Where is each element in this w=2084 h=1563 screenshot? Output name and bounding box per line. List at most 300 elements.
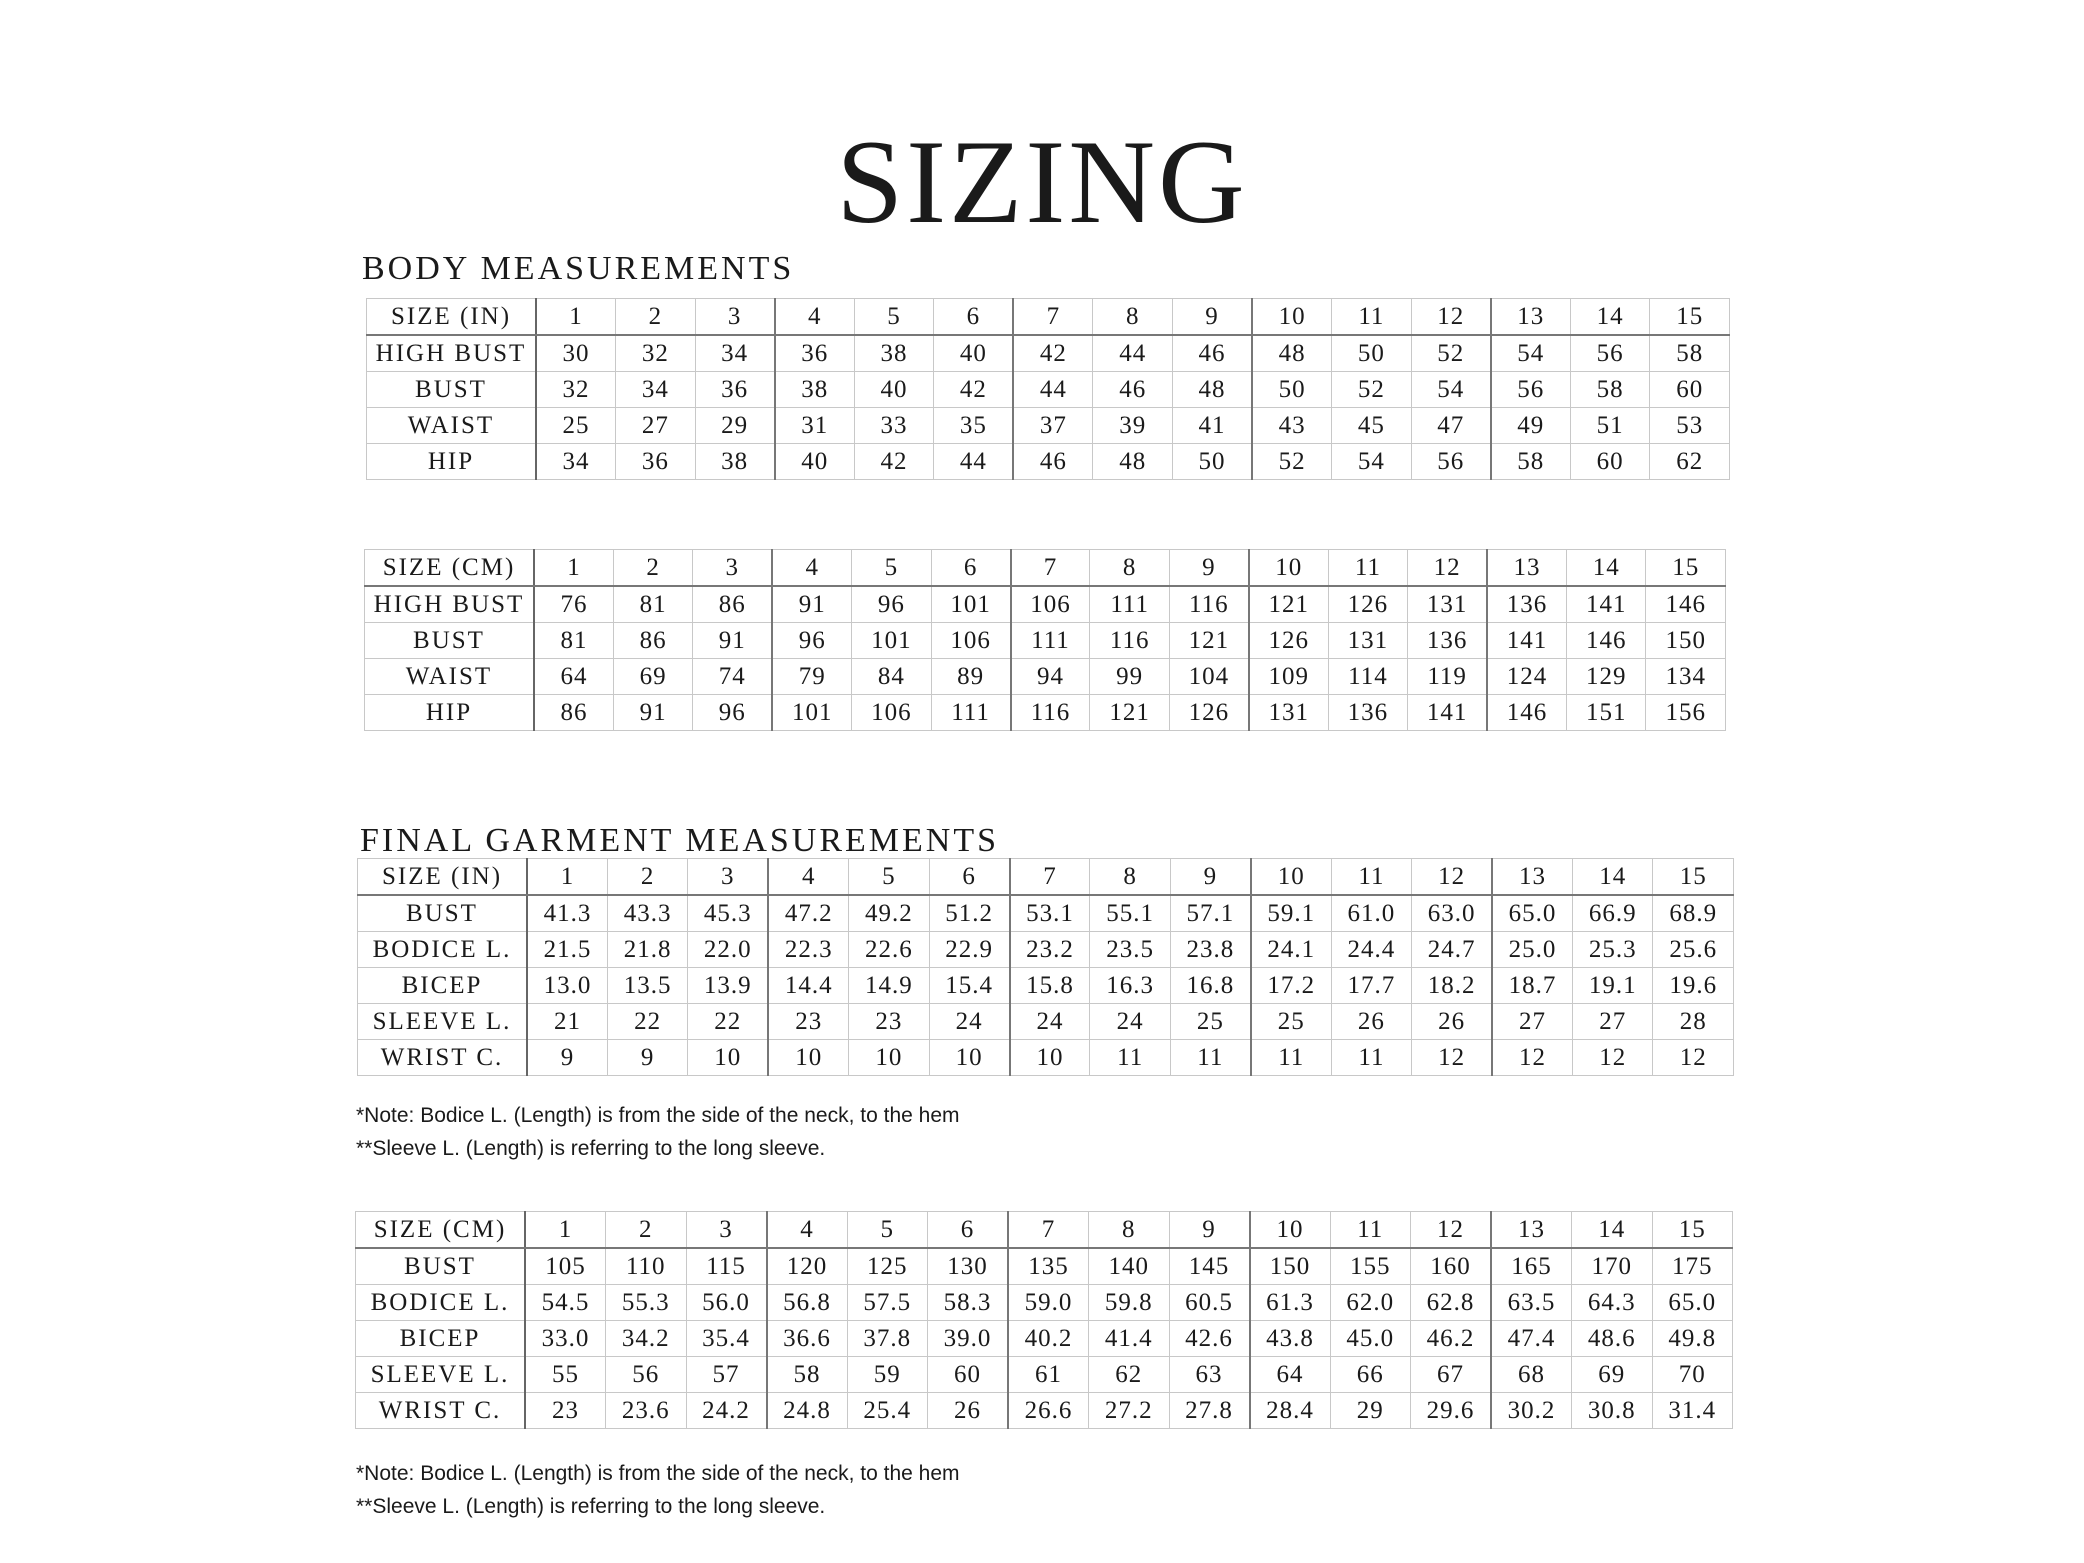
measurement-cell: 48 xyxy=(1173,372,1253,408)
measurement-cell: 62.8 xyxy=(1411,1285,1492,1321)
measurement-cell: 96 xyxy=(772,623,851,659)
page-title: SIZING xyxy=(836,115,1248,249)
measurement-cell: 91 xyxy=(772,586,851,623)
measurement-cell: 10 xyxy=(929,1040,1009,1076)
size-header-cell: 4 xyxy=(775,299,855,336)
size-header-cell: 14 xyxy=(1572,859,1652,896)
measurement-cell: 19.6 xyxy=(1653,968,1734,1004)
measurement-cell: 59.8 xyxy=(1089,1285,1170,1321)
measurement-cell: 121 xyxy=(1169,623,1248,659)
measurement-cell: 106 xyxy=(1011,586,1090,623)
measurement-cell: 13.9 xyxy=(688,968,768,1004)
measurement-cell: 69 xyxy=(613,659,692,695)
size-header-cell: 1 xyxy=(536,299,616,336)
size-header-cell: 1 xyxy=(534,550,613,587)
measurement-cell: 121 xyxy=(1249,586,1328,623)
measurement-cell: 23 xyxy=(849,1004,929,1040)
measurement-cell: 52 xyxy=(1411,335,1491,372)
measurement-cell: 58 xyxy=(1491,444,1571,480)
measurement-cell: 24 xyxy=(1090,1004,1170,1040)
measurement-cell: 56.8 xyxy=(767,1285,848,1321)
size-header-cell: 15 xyxy=(1652,1212,1733,1249)
row-label: BUST xyxy=(367,372,537,408)
measurement-cell: 86 xyxy=(693,586,772,623)
measurement-cell: 29 xyxy=(1330,1393,1411,1429)
measurement-cell: 36 xyxy=(616,444,696,480)
measurement-cell: 136 xyxy=(1328,695,1407,731)
measurement-cell: 58.3 xyxy=(928,1285,1009,1321)
measurement-cell: 10 xyxy=(849,1040,929,1076)
measurement-cell: 65.0 xyxy=(1652,1285,1733,1321)
row-label: BICEP xyxy=(358,968,528,1004)
measurement-cell: 34 xyxy=(536,444,616,480)
measurement-cell: 15.8 xyxy=(1010,968,1090,1004)
measurement-cell: 22.6 xyxy=(849,932,929,968)
table-row xyxy=(367,408,1730,444)
measurement-cell: 29 xyxy=(695,408,775,444)
measurement-cell: 62.0 xyxy=(1330,1285,1411,1321)
measurement-cell: 26 xyxy=(928,1393,1009,1429)
measurement-cell: 47.2 xyxy=(768,895,848,932)
measurement-cell: 81 xyxy=(613,586,692,623)
measurement-cell: 56.0 xyxy=(686,1285,767,1321)
measurement-cell: 34.2 xyxy=(606,1321,687,1357)
measurement-cell: 23.5 xyxy=(1090,932,1170,968)
measurement-cell: 136 xyxy=(1487,586,1566,623)
measurement-cell: 79 xyxy=(772,659,851,695)
size-header-cell: 10 xyxy=(1252,299,1332,336)
measurement-cell: 27 xyxy=(616,408,696,444)
size-header-cell: 15 xyxy=(1646,550,1726,587)
measurement-cell: 21.8 xyxy=(607,932,687,968)
measurement-cell: 50 xyxy=(1252,372,1332,408)
measurement-cell: 43.8 xyxy=(1250,1321,1331,1357)
measurement-cell: 44 xyxy=(1093,335,1173,372)
measurement-cell: 21 xyxy=(527,1004,607,1040)
measurement-cell: 131 xyxy=(1249,695,1328,731)
row-label: BUST xyxy=(365,623,535,659)
measurement-cell: 40 xyxy=(775,444,855,480)
measurement-cell: 10 xyxy=(1010,1040,1090,1076)
measurement-cell: 26 xyxy=(1412,1004,1492,1040)
measurement-cell: 89 xyxy=(931,659,1010,695)
measurement-cell: 30.8 xyxy=(1572,1393,1653,1429)
measurement-cell: 12 xyxy=(1653,1040,1734,1076)
measurement-cell: 55.1 xyxy=(1090,895,1170,932)
measurement-cell: 155 xyxy=(1330,1248,1411,1285)
measurement-cell: 17.7 xyxy=(1331,968,1411,1004)
measurement-cell: 41 xyxy=(1173,408,1253,444)
measurement-cell: 56 xyxy=(606,1357,687,1393)
measurement-cell: 23.8 xyxy=(1170,932,1250,968)
measurement-cell: 36 xyxy=(695,372,775,408)
body-table-in xyxy=(366,298,1730,480)
garment-notes-in xyxy=(356,1099,960,1165)
measurement-cell: 106 xyxy=(852,695,931,731)
measurement-cell: 25.3 xyxy=(1572,932,1652,968)
measurement-cell: 42 xyxy=(854,444,934,480)
size-header-cell: 12 xyxy=(1412,859,1492,896)
size-header-row xyxy=(356,1212,1733,1249)
size-header-cell: 5 xyxy=(849,859,929,896)
measurement-cell: 54 xyxy=(1411,372,1491,408)
measurement-cell: 48 xyxy=(1093,444,1173,480)
measurement-cell: 22 xyxy=(688,1004,768,1040)
size-header-row xyxy=(367,299,1730,336)
size-header-cell: 4 xyxy=(772,550,851,587)
measurement-cell: 116 xyxy=(1011,695,1090,731)
measurement-cell: 109 xyxy=(1249,659,1328,695)
measurement-cell: 116 xyxy=(1169,586,1248,623)
measurement-cell: 12 xyxy=(1412,1040,1492,1076)
size-header-cell: 11 xyxy=(1331,859,1411,896)
table-row xyxy=(367,372,1730,408)
measurement-cell: 23 xyxy=(768,1004,848,1040)
measurement-cell: 111 xyxy=(1090,586,1169,623)
size-header-cell: 12 xyxy=(1411,1212,1492,1249)
size-header-cell: 2 xyxy=(616,299,696,336)
measurement-cell: 25 xyxy=(1251,1004,1331,1040)
measurement-cell: 54 xyxy=(1491,335,1571,372)
size-header-cell: 6 xyxy=(931,550,1010,587)
measurement-cell: 27.8 xyxy=(1169,1393,1250,1429)
measurement-cell: 131 xyxy=(1408,586,1487,623)
row-label: WRIST C. xyxy=(358,1040,528,1076)
measurement-cell: 111 xyxy=(1011,623,1090,659)
measurement-cell: 24.2 xyxy=(686,1393,767,1429)
measurement-cell: 42 xyxy=(1013,335,1093,372)
measurement-cell: 68 xyxy=(1491,1357,1572,1393)
measurement-cell: 101 xyxy=(772,695,851,731)
measurement-cell: 64.3 xyxy=(1572,1285,1653,1321)
measurement-cell: 134 xyxy=(1646,659,1726,695)
measurement-cell: 22.0 xyxy=(688,932,768,968)
size-header-cell: 7 xyxy=(1013,299,1093,336)
measurement-cell: 29.6 xyxy=(1411,1393,1492,1429)
size-header-cell: 15 xyxy=(1653,859,1734,896)
measurement-cell: 141 xyxy=(1566,586,1645,623)
size-header-cell: 6 xyxy=(928,1212,1009,1249)
measurement-cell: 28 xyxy=(1653,1004,1734,1040)
measurement-cell: 59 xyxy=(847,1357,928,1393)
measurement-cell: 63.5 xyxy=(1491,1285,1572,1321)
measurement-cell: 165 xyxy=(1491,1248,1572,1285)
table-row xyxy=(367,335,1730,372)
measurement-cell: 42.6 xyxy=(1169,1321,1250,1357)
measurement-cell: 76 xyxy=(534,586,613,623)
measurement-cell: 175 xyxy=(1652,1248,1733,1285)
measurement-cell: 146 xyxy=(1646,586,1726,623)
measurement-cell: 40 xyxy=(854,372,934,408)
measurement-cell: 23.6 xyxy=(606,1393,687,1429)
measurement-cell: 11 xyxy=(1170,1040,1250,1076)
table-row xyxy=(365,586,1726,623)
measurement-cell: 120 xyxy=(767,1248,848,1285)
size-header-cell: 1 xyxy=(525,1212,606,1249)
row-label: WAIST xyxy=(365,659,535,695)
measurement-cell: 51.2 xyxy=(929,895,1009,932)
measurement-cell: 58 xyxy=(1570,372,1650,408)
size-header-cell: 12 xyxy=(1408,550,1487,587)
measurement-cell: 24.8 xyxy=(767,1393,848,1429)
measurement-cell: 38 xyxy=(695,444,775,480)
measurement-cell: 105 xyxy=(525,1248,606,1285)
size-header-cell: 2 xyxy=(606,1212,687,1249)
row-label: HIP xyxy=(367,444,537,480)
table-row xyxy=(365,695,1726,731)
size-header-row xyxy=(365,550,1726,587)
measurement-cell: 12 xyxy=(1572,1040,1652,1076)
measurement-cell: 126 xyxy=(1249,623,1328,659)
measurement-cell: 30.2 xyxy=(1491,1393,1572,1429)
measurement-cell: 39 xyxy=(1093,408,1173,444)
measurement-cell: 66.9 xyxy=(1572,895,1652,932)
measurement-cell: 160 xyxy=(1411,1248,1492,1285)
measurement-cell: 129 xyxy=(1566,659,1645,695)
measurement-cell: 60 xyxy=(1650,372,1730,408)
measurement-cell: 63.0 xyxy=(1412,895,1492,932)
measurement-cell: 18.7 xyxy=(1492,968,1572,1004)
measurement-cell: 44 xyxy=(934,444,1014,480)
measurement-cell: 45.0 xyxy=(1330,1321,1411,1357)
measurement-cell: 33.0 xyxy=(525,1321,606,1357)
size-unit-header: SIZE (IN) xyxy=(358,859,528,896)
measurement-cell: 61.0 xyxy=(1331,895,1411,932)
measurement-cell: 37 xyxy=(1013,408,1093,444)
measurement-cell: 23.2 xyxy=(1010,932,1090,968)
measurement-cell: 59.1 xyxy=(1251,895,1331,932)
measurement-cell: 11 xyxy=(1251,1040,1331,1076)
measurement-cell: 114 xyxy=(1328,659,1407,695)
size-header-cell: 10 xyxy=(1251,859,1331,896)
size-header-cell: 13 xyxy=(1491,299,1571,336)
measurement-cell: 124 xyxy=(1487,659,1566,695)
note-bodice: *Note: Bodice L. (Length) is from the side of the neck, to the hem xyxy=(356,1462,960,1485)
measurement-cell: 145 xyxy=(1169,1248,1250,1285)
measurement-cell: 25.4 xyxy=(847,1393,928,1429)
measurement-cell: 60 xyxy=(928,1357,1009,1393)
measurement-cell: 69 xyxy=(1572,1357,1653,1393)
measurement-cell: 19.1 xyxy=(1572,968,1652,1004)
measurement-cell: 25.6 xyxy=(1653,932,1734,968)
measurement-cell: 94 xyxy=(1011,659,1090,695)
measurement-cell: 68.9 xyxy=(1653,895,1734,932)
row-label: SLEEVE L. xyxy=(356,1357,526,1393)
measurement-cell: 9 xyxy=(527,1040,607,1076)
measurement-cell: 53.1 xyxy=(1010,895,1090,932)
measurement-cell: 37.8 xyxy=(847,1321,928,1357)
table-row xyxy=(367,444,1730,480)
measurement-cell: 16.8 xyxy=(1170,968,1250,1004)
table-row xyxy=(356,1285,1733,1321)
size-header-row xyxy=(358,859,1734,896)
measurement-cell: 11 xyxy=(1331,1040,1411,1076)
measurement-cell: 27.2 xyxy=(1089,1393,1170,1429)
size-header-cell: 8 xyxy=(1090,550,1169,587)
size-header-cell: 6 xyxy=(929,859,1009,896)
size-header-cell: 10 xyxy=(1250,1212,1331,1249)
table-row xyxy=(358,968,1734,1004)
size-header-cell: 11 xyxy=(1332,299,1412,336)
measurement-cell: 24.4 xyxy=(1331,932,1411,968)
garment-table-in xyxy=(357,858,1734,1076)
measurement-cell: 45 xyxy=(1332,408,1412,444)
measurement-cell: 26.6 xyxy=(1008,1393,1089,1429)
size-header-cell: 13 xyxy=(1487,550,1566,587)
measurement-cell: 151 xyxy=(1566,695,1645,731)
measurement-cell: 30 xyxy=(536,335,616,372)
measurement-cell: 70 xyxy=(1652,1357,1733,1393)
measurement-cell: 24 xyxy=(929,1004,1009,1040)
measurement-cell: 42 xyxy=(934,372,1014,408)
measurement-cell: 136 xyxy=(1408,623,1487,659)
size-header-cell: 7 xyxy=(1011,550,1090,587)
measurement-cell: 65.0 xyxy=(1492,895,1572,932)
measurement-cell: 106 xyxy=(931,623,1010,659)
measurement-cell: 41.4 xyxy=(1089,1321,1170,1357)
measurement-cell: 126 xyxy=(1328,586,1407,623)
measurement-cell: 10 xyxy=(768,1040,848,1076)
measurement-cell: 48.6 xyxy=(1572,1321,1653,1357)
measurement-cell: 11 xyxy=(1090,1040,1170,1076)
measurement-cell: 50 xyxy=(1332,335,1412,372)
size-header-cell: 3 xyxy=(688,859,768,896)
measurement-cell: 126 xyxy=(1169,695,1248,731)
size-unit-header: SIZE (IN) xyxy=(367,299,537,336)
measurement-cell: 49.2 xyxy=(849,895,929,932)
measurement-cell: 67 xyxy=(1411,1357,1492,1393)
measurement-cell: 99 xyxy=(1090,659,1169,695)
measurement-cell: 170 xyxy=(1572,1248,1653,1285)
size-header-cell: 9 xyxy=(1173,299,1253,336)
measurement-cell: 91 xyxy=(693,623,772,659)
measurement-cell: 57.5 xyxy=(847,1285,928,1321)
measurement-cell: 55.3 xyxy=(606,1285,687,1321)
measurement-cell: 25 xyxy=(536,408,616,444)
table-row xyxy=(358,1004,1734,1040)
measurement-cell: 43 xyxy=(1252,408,1332,444)
measurement-cell: 50 xyxy=(1173,444,1253,480)
measurement-cell: 15.4 xyxy=(929,968,1009,1004)
measurement-cell: 62 xyxy=(1089,1357,1170,1393)
measurement-cell: 21.5 xyxy=(527,932,607,968)
measurement-cell: 104 xyxy=(1169,659,1248,695)
measurement-cell: 146 xyxy=(1487,695,1566,731)
measurement-cell: 45.3 xyxy=(688,895,768,932)
measurement-cell: 140 xyxy=(1089,1248,1170,1285)
measurement-cell: 101 xyxy=(852,623,931,659)
measurement-cell: 111 xyxy=(931,695,1010,731)
note-sleeve: **Sleeve L. (Length) is referring to the long sleeve. xyxy=(356,1495,826,1518)
measurement-cell: 125 xyxy=(847,1248,928,1285)
measurement-cell: 81 xyxy=(534,623,613,659)
size-header-cell: 5 xyxy=(847,1212,928,1249)
measurement-cell: 25 xyxy=(1170,1004,1250,1040)
measurement-cell: 156 xyxy=(1646,695,1726,731)
size-unit-header: SIZE (CM) xyxy=(356,1212,526,1249)
measurement-cell: 62 xyxy=(1650,444,1730,480)
size-header-cell: 12 xyxy=(1411,299,1491,336)
measurement-cell: 44 xyxy=(1013,372,1093,408)
row-label: BUST xyxy=(358,895,528,932)
measurement-cell: 25.0 xyxy=(1492,932,1572,968)
measurement-cell: 57.1 xyxy=(1170,895,1250,932)
measurement-cell: 36 xyxy=(775,335,855,372)
size-header-cell: 4 xyxy=(768,859,848,896)
size-header-cell: 14 xyxy=(1566,550,1645,587)
measurement-cell: 49.8 xyxy=(1652,1321,1733,1357)
size-header-cell: 3 xyxy=(693,550,772,587)
measurement-cell: 32 xyxy=(536,372,616,408)
table-row xyxy=(365,623,1726,659)
measurement-cell: 14.4 xyxy=(768,968,848,1004)
measurement-cell: 22.3 xyxy=(768,932,848,968)
table-row xyxy=(358,932,1734,968)
size-header-cell: 14 xyxy=(1572,1212,1653,1249)
size-header-cell: 7 xyxy=(1008,1212,1089,1249)
measurement-cell: 59.0 xyxy=(1008,1285,1089,1321)
table-row xyxy=(365,659,1726,695)
measurement-cell: 41.3 xyxy=(527,895,607,932)
measurement-cell: 58 xyxy=(1650,335,1730,372)
garment-measurements-title: FINAL GARMENT MEASUREMENTS xyxy=(360,822,1000,860)
measurement-cell: 13.0 xyxy=(527,968,607,1004)
measurement-cell: 35.4 xyxy=(686,1321,767,1357)
measurement-cell: 135 xyxy=(1008,1248,1089,1285)
measurement-cell: 150 xyxy=(1646,623,1726,659)
measurement-cell: 40 xyxy=(934,335,1014,372)
size-unit-header: SIZE (CM) xyxy=(365,550,535,587)
measurement-cell: 110 xyxy=(606,1248,687,1285)
measurement-cell: 38 xyxy=(775,372,855,408)
row-label: BODICE L. xyxy=(356,1285,526,1321)
measurement-cell: 48 xyxy=(1252,335,1332,372)
measurement-cell: 38 xyxy=(854,335,934,372)
table-row xyxy=(356,1357,1733,1393)
measurement-cell: 35 xyxy=(934,408,1014,444)
measurement-cell: 116 xyxy=(1090,623,1169,659)
measurement-cell: 31.4 xyxy=(1652,1393,1733,1429)
size-header-cell: 11 xyxy=(1330,1212,1411,1249)
measurement-cell: 58 xyxy=(767,1357,848,1393)
measurement-cell: 49 xyxy=(1491,408,1571,444)
row-label: HIGH BUST xyxy=(365,586,535,623)
size-header-cell: 1 xyxy=(527,859,607,896)
measurement-cell: 40.2 xyxy=(1008,1321,1089,1357)
measurement-cell: 64 xyxy=(1250,1357,1331,1393)
measurement-cell: 39.0 xyxy=(928,1321,1009,1357)
note-bodice: *Note: Bodice L. (Length) is from the side of the neck, to the hem xyxy=(356,1104,960,1127)
size-header-cell: 8 xyxy=(1090,859,1170,896)
measurement-cell: 9 xyxy=(607,1040,687,1076)
size-header-cell: 3 xyxy=(695,299,775,336)
size-header-cell: 8 xyxy=(1089,1212,1170,1249)
measurement-cell: 121 xyxy=(1090,695,1169,731)
measurement-cell: 54 xyxy=(1332,444,1412,480)
size-header-cell: 2 xyxy=(613,550,692,587)
measurement-cell: 47.4 xyxy=(1491,1321,1572,1357)
measurement-cell: 61.3 xyxy=(1250,1285,1331,1321)
size-header-cell: 14 xyxy=(1570,299,1650,336)
measurement-cell: 60 xyxy=(1570,444,1650,480)
size-header-cell: 5 xyxy=(852,550,931,587)
measurement-cell: 46.2 xyxy=(1411,1321,1492,1357)
measurement-cell: 16.3 xyxy=(1090,968,1170,1004)
body-measurements-title: BODY MEASUREMENTS xyxy=(362,250,795,288)
row-label: BODICE L. xyxy=(358,932,528,968)
row-label: HIGH BUST xyxy=(367,335,537,372)
garment-table-cm xyxy=(355,1211,1733,1429)
